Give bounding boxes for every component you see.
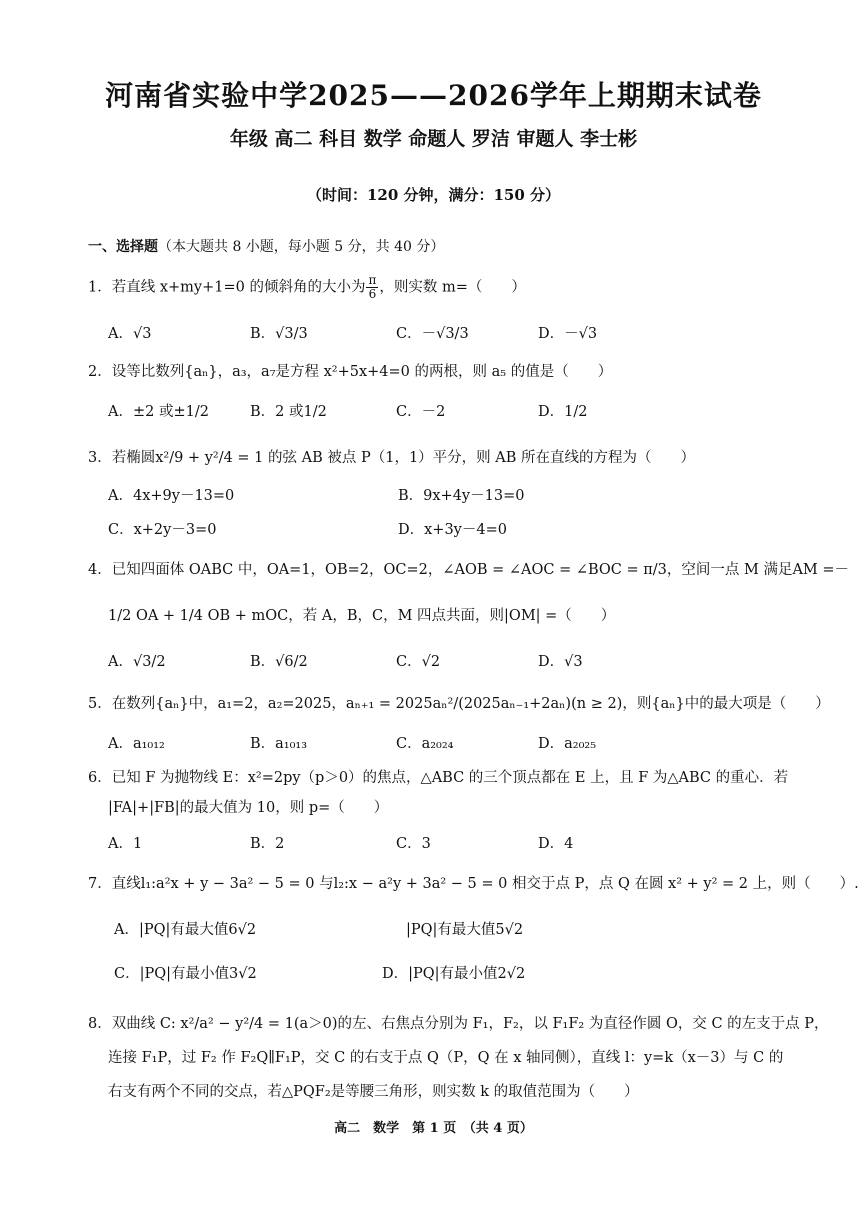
q7-option-d: D．|PQ|有最小值2√2 <box>382 966 526 982</box>
q5-option-b: B．a₁₀₁₃ <box>250 736 308 752</box>
q4-option-c: C．√2 <box>396 654 441 670</box>
q1-option-b: B．√3/3 <box>250 326 308 342</box>
q3-option-c: C．x+2y－3=0 <box>108 522 217 538</box>
q3-option-a: A．4x+9y－13=0 <box>108 488 235 504</box>
q4-option-b: B．√6/2 <box>250 654 308 670</box>
question-1 <box>88 274 526 301</box>
q5-option-d: D．a₂₀₂₅ <box>538 736 597 752</box>
question-4-line-1: 4．已知四面体 OABC 中，OA=1，OB=2，OC=2，∠AOB = ∠AOC = ∠BOC = π/3，空间一点 M 满足AM =－ <box>88 562 850 578</box>
q2-option-d: D．1/2 <box>538 404 588 420</box>
time-info: （时间：120 分钟，满分：150 分） <box>306 186 561 204</box>
q5-option-c: C．a₂₀₂₄ <box>396 736 454 752</box>
question-7: 7．直线l₁:a²x + y − 3a² − 5 = 0 与l₂:x − a²y + 3a² − 5 = 0 相交于点 P，点 Q 在圆 x² + y² = 2 上，则（ ）. <box>88 876 859 892</box>
q1-option-d: D．－√3 <box>538 326 598 342</box>
q3-option-b: B．9x+4y－13=0 <box>398 488 525 504</box>
exam-title: 河南省实验中学2025——2026学年上期期末试卷 <box>105 79 762 112</box>
q2-option-c: C．－2 <box>396 404 446 420</box>
section-title: 一、选择题 <box>88 239 158 255</box>
q1-stem-b: ，则实数 m=（ ） <box>379 279 526 296</box>
section-desc: （本大题共 8 小题，每小题 5 分，共 40 分） <box>158 239 445 255</box>
q6-option-c: C．3 <box>396 836 431 852</box>
q4-option-a: A．√3/2 <box>108 654 166 670</box>
q6-option-b: B．2 <box>250 836 285 852</box>
q1-fraction <box>366 274 378 301</box>
q1-stem-a: 1．若直线 x+my+1=0 的倾斜角的大小为 <box>88 279 366 296</box>
q1-frac-num: π <box>368 273 377 287</box>
question-6-line-2: |FA|+|FB|的最大值为 10，则 p=（ ） <box>108 800 389 816</box>
q2-option-a: A．±2 或±1/2 <box>108 404 209 420</box>
page-footer: 高二 数学 第 1 页 （共 4 页） <box>334 1121 533 1136</box>
section-heading <box>88 236 444 256</box>
q7-option-a: A．|PQ|有最大值6√2 <box>114 922 257 938</box>
question-3: 3．若椭圆x²/9 + y²/4 = 1 的弦 AB 被点 P（1，1）平分，则 AB 所在直线的方程为（ ） <box>88 450 696 466</box>
question-4-line-2: 1/2 OA + 1/4 OB + mOC，若 A，B，C，M 四点共面，则|OM| =（ ） <box>108 608 616 624</box>
exam-subtitle: 年级 高二 科目 数学 命题人 罗洁 审题人 李士彬 <box>229 128 638 150</box>
q6-option-a: A．1 <box>108 836 143 852</box>
q7-option-b: |PQ|有最大值5√2 <box>406 922 524 938</box>
q7-option-c: C．|PQ|有最小值3√2 <box>114 966 257 982</box>
q1-frac-den: 6 <box>368 287 377 301</box>
question-5: 5．在数列{aₙ}中，a₁=2，a₂=2025，aₙ₊₁ = 2025aₙ²/(2025aₙ₋₁+2aₙ)(n ≥ 2)，则{aₙ}中的最大项是（ ） <box>88 696 830 712</box>
q5-option-a: A．a₁₀₁₂ <box>108 736 165 752</box>
question-8-line-3: 右支有两个不同的交点，若△PQF₂是等腰三角形，则实数 k 的取值范围为（ ） <box>108 1084 639 1100</box>
q1-option-a: A．√3 <box>108 326 152 342</box>
q1-option-c: C．－√3/3 <box>396 326 469 342</box>
question-2: 2．设等比数列{aₙ}，a₃，a₇是方程 x²+5x+4=0 的两根，则 a₅ 的值是（ ） <box>88 364 613 380</box>
question-8-line-1: 8．双曲线 C: x²/a² − y²/4 = 1(a＞0)的左、右焦点分别为 F₁，F₂，以 F₁F₂ 为直径作圆 O，交 C 的左支于点 P， <box>88 1016 829 1032</box>
question-6-line-1: 6．已知 F 为抛物线 E：x²=2py（p＞0）的焦点，△ABC 的三个顶点都在 E 上，且 F 为△ABC 的重心．若 <box>88 770 789 786</box>
q3-option-d: D．x+3y－4=0 <box>398 522 507 538</box>
question-8-line-2: 连接 F₁P，过 F₂ 作 F₂Q∥F₁P，交 C 的右支于点 Q（P，Q 在 x 轴同侧），直线 l：y=k（x－3）与 C 的 <box>108 1050 784 1066</box>
q4-option-d: D．√3 <box>538 654 583 670</box>
q2-option-b: B．2 或1/2 <box>250 404 327 420</box>
q6-option-d: D．4 <box>538 836 574 852</box>
